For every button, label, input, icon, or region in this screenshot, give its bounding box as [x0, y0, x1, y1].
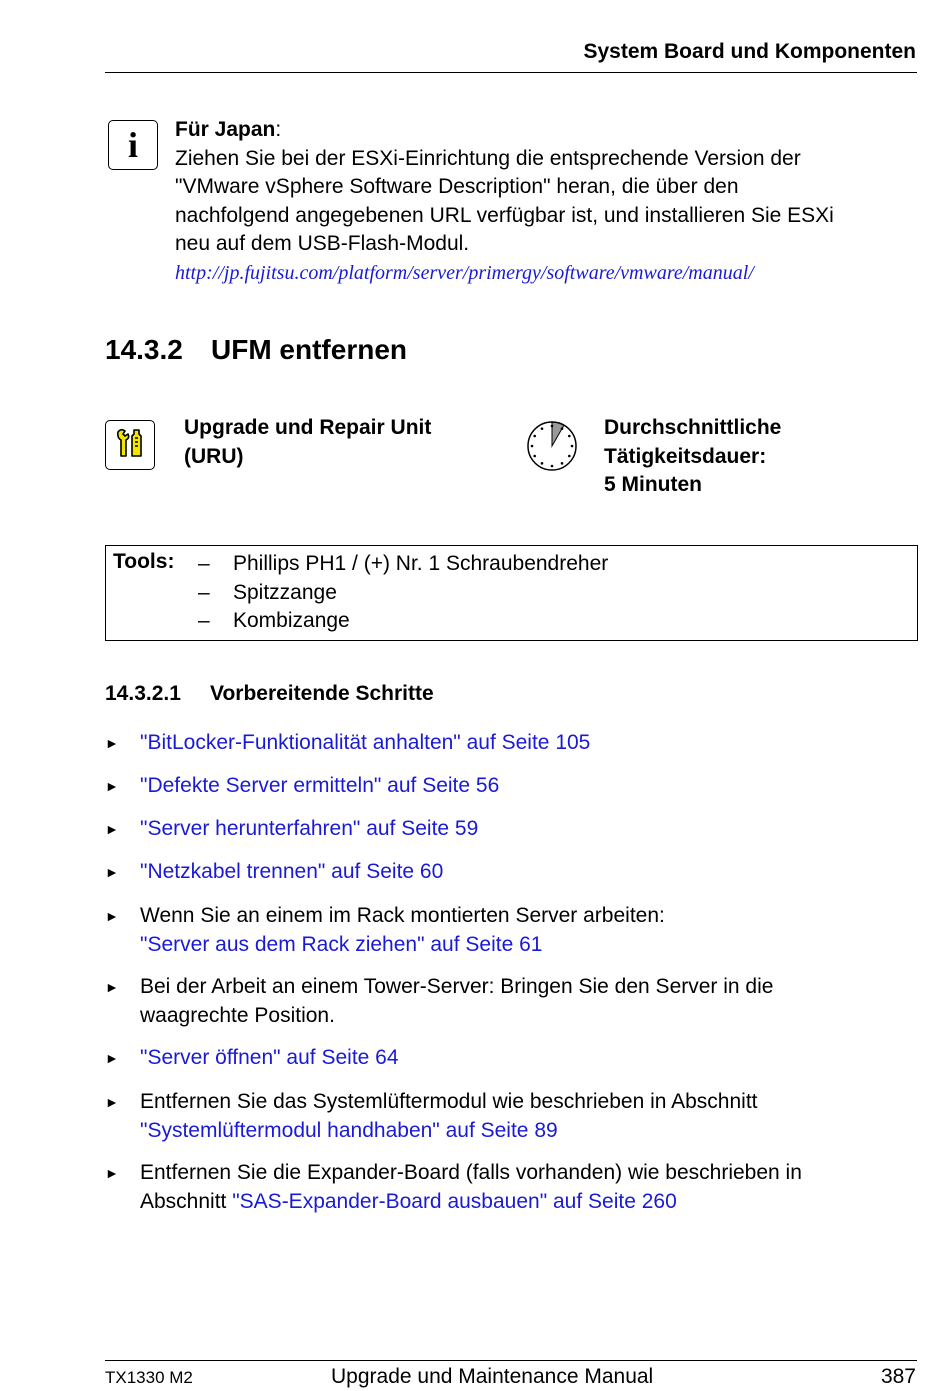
clock-tick — [533, 435, 536, 438]
uru-line-2: (URU) — [184, 444, 244, 468]
step-text: waagrechte Position. — [140, 1003, 335, 1027]
tool-item: – Spitzzange — [198, 580, 337, 604]
clock-tick — [568, 455, 571, 458]
clock-elapsed-wedge — [552, 422, 564, 446]
step-arrow-icon: ► — [105, 735, 119, 751]
note-heading: Für Japan — [175, 118, 276, 141]
clock-tick — [531, 445, 534, 448]
tool-item: – Kombizange — [198, 609, 350, 632]
step-arrow-icon: ► — [105, 1165, 119, 1181]
step-link[interactable]: "SAS-Expander-Board ausbauen" auf Seite 260 — [232, 1189, 677, 1213]
section-heading — [105, 334, 407, 366]
duration-line-2: Tätigkeitsdauer: — [604, 444, 767, 468]
step-item — [105, 1159, 895, 1216]
section-number: 14.3.2 — [105, 334, 183, 365]
clock-tick — [551, 465, 554, 468]
step-item — [105, 858, 895, 887]
header-rule — [105, 72, 917, 73]
duration-label — [604, 414, 781, 500]
clock-tick — [541, 427, 544, 430]
step-text: Entfernen Sie das Systemlüftermodul wie beschrieben in Abschnitt — [140, 1090, 758, 1113]
step-arrow-icon: ► — [105, 821, 119, 837]
step-item — [105, 815, 895, 844]
step-text: Bei der Arbeit an einem Tower-Server: Bringen Sie den Server in die — [140, 975, 774, 998]
step-arrow-icon: ► — [105, 864, 119, 880]
note-line: Ziehen Sie bei der ESXi-Einrichtung die entsprechende Version der — [175, 146, 801, 170]
step-link[interactable]: "BitLocker-Funktionalität anhalten" auf Seite 105 — [140, 731, 591, 754]
step-link[interactable]: "Netzkabel trennen" auf Seite 60 — [140, 860, 444, 883]
subsection-number: 14.3.2.1 — [105, 682, 181, 705]
manual-url-link[interactable]: http://jp.fujitsu.com/platform/server/primergy/software/vmware/manual/ — [175, 261, 754, 284]
step-item — [105, 902, 895, 959]
subsection-title: Vorbereitende Schritte — [210, 682, 434, 705]
tools-list — [198, 550, 608, 636]
duration-line-1: Durchschnittliche — [604, 416, 782, 439]
note-line: neu auf dem USB-Flash-Modul. — [175, 232, 470, 255]
clock-tick — [561, 427, 564, 430]
step-link[interactable]: "Server herunterfahren" auf Seite 59 — [140, 817, 479, 840]
note-line: nachfolgend angegebenen URL verfügbar ist, und installieren Sie ESXi — [175, 203, 834, 227]
subsection-heading — [105, 682, 434, 706]
note-line: "VMware vSphere Software Description" heran, die über den — [175, 175, 739, 198]
step-arrow-icon: ► — [105, 778, 119, 794]
japan-note — [175, 116, 920, 287]
step-item — [105, 1044, 895, 1073]
clock-icon — [525, 419, 579, 478]
step-arrow-icon: ► — [105, 908, 119, 924]
clock-tick — [568, 435, 571, 438]
step-link[interactable]: "Server öffnen" auf Seite 64 — [140, 1046, 399, 1069]
step-arrow-icon: ► — [105, 1094, 119, 1110]
step-link[interactable]: "Server aus dem Rack ziehen" auf Seite 61 — [140, 932, 543, 956]
uru-line-1: Upgrade und Repair Unit — [184, 416, 432, 439]
clock-tick — [551, 425, 554, 428]
clock-tick — [541, 462, 544, 465]
duration-value: 5 Minuten — [604, 473, 702, 496]
step-text: Abschnitt — [140, 1189, 233, 1213]
clock-tick — [533, 455, 536, 458]
step-arrow-icon: ► — [105, 1050, 119, 1066]
section-title: UFM entfernen — [211, 334, 407, 365]
step-item — [105, 1088, 895, 1145]
step-item — [105, 973, 895, 1030]
uru-label — [184, 414, 431, 471]
page-number: 387 — [880, 1365, 916, 1388]
clock-tick — [571, 445, 574, 448]
clock-tick — [561, 462, 564, 465]
step-link[interactable]: "Systemlüftermodul handhaben" auf Seite 89 — [140, 1118, 558, 1142]
tools-label: Tools: — [113, 550, 175, 573]
footer-product: TX1330 M2 — [105, 1368, 193, 1387]
step-item — [105, 729, 895, 758]
step-text: Wenn Sie an einem im Rack montierten Server arbeiten: — [140, 904, 665, 927]
running-header-title: System Board und Komponenten — [583, 40, 916, 63]
note-heading-colon: : — [275, 118, 282, 141]
tool-item: – Phillips PH1 / (+) Nr. 1 Schraubendreher — [198, 552, 609, 575]
step-arrow-icon: ► — [105, 979, 119, 995]
step-item — [105, 772, 895, 801]
step-text: Entfernen Sie die Expander-Board (falls vorhanden) wie beschrieben in — [140, 1161, 802, 1184]
step-link[interactable]: "Defekte Server ermitteln" auf Seite 56 — [140, 774, 500, 797]
wrench-tools-icon — [105, 420, 155, 470]
info-icon: i — [108, 120, 158, 170]
footer-rule — [105, 1360, 917, 1361]
footer-manual-title: Upgrade und Maintenance Manual — [331, 1365, 654, 1388]
